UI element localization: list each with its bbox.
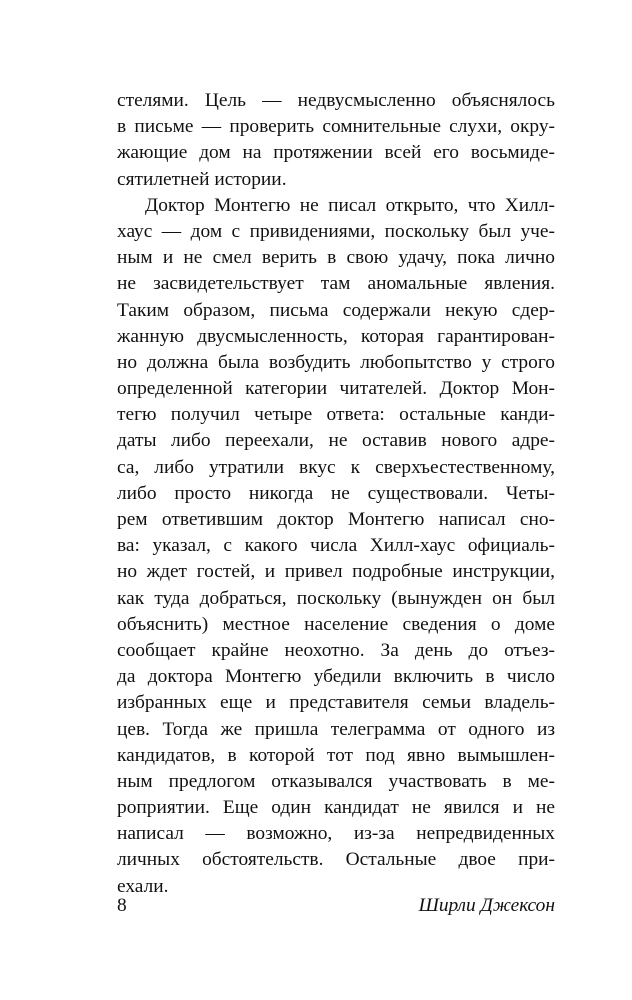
page-number: 8 <box>117 895 127 916</box>
text-line: ва: указал, с какого числа Хилл-хаус официаль- <box>117 535 555 557</box>
text-line: жанную двусмысленность, которая гарантирован- <box>117 325 555 347</box>
text-line: либо просто никогда не существовали. Четы- <box>117 482 555 504</box>
text-line: написал — возможно, из-за непредвиденных <box>117 823 555 845</box>
text-line: даты либо переехали, не оставив нового адре- <box>117 430 555 452</box>
text-line: личных обстоятельств. Остальные двое при- <box>117 849 555 871</box>
text-line: са, либо утратили вкус к сверхъестественному, <box>117 456 555 478</box>
paragraph-2 <box>117 193 555 900</box>
text-line: жающие дом на протяжении всей его восьмиде- <box>117 142 555 164</box>
text-line: определенной категории читателей. Доктор Мон- <box>117 378 555 400</box>
text-line: Таким образом, письма содержали некую сдер- <box>117 299 555 321</box>
text-line: но ждет гостей, и привел подробные инструкции, <box>117 561 555 583</box>
text-line: тегю получил четыре ответа: остальные канди- <box>117 404 555 426</box>
text-line: да доктора Монтегю убедили включить в число <box>117 666 555 688</box>
text-line: как туда добраться, поскольку (вынужден он был <box>117 587 555 609</box>
text-line: ным и не смел верить в свою удачу, пока лично <box>117 247 555 269</box>
text-line: хаус — дом с привидениями, поскольку был уче- <box>117 220 555 242</box>
page-footer <box>117 893 555 921</box>
text-line: сообщает крайне неохотно. За день до отъез- <box>117 639 555 661</box>
text-line: Доктор Монтегю не писал открыто, что Хилл- <box>145 194 555 216</box>
text-line: сятилетней истории. <box>117 168 287 190</box>
text-line: кандидатов, в которой тот под явно вымышлен- <box>117 744 555 766</box>
text-line: рем ответившим доктор Монтегю написал сно- <box>117 509 555 530</box>
text-line: ным предлогом отказывался участвовать в ме- <box>117 770 555 792</box>
running-head-author: Ширли Джексон <box>418 895 555 916</box>
text-line: стелями. Цель — недвусмысленно объяснялось <box>117 90 555 111</box>
body-text <box>117 88 555 900</box>
text-line: объяснить) местное население сведения о доме <box>117 613 555 635</box>
text-line: не засвидетельствует там аномальные явления. <box>117 273 555 295</box>
text-line: избранных еще и представителя семьи владель- <box>117 692 555 714</box>
text-line: цев. Тогда же пришла телеграмма от одного из <box>117 718 555 740</box>
text-line: но должна была возбудить любопытство у строго <box>117 351 555 373</box>
text-line: роприятии. Еще один кандидат не явился и не <box>117 797 555 819</box>
text-line: ехали. <box>117 875 169 897</box>
paragraph-1 <box>117 88 555 193</box>
text-line: в письме — проверить сомнительные слухи, окру- <box>117 116 555 138</box>
